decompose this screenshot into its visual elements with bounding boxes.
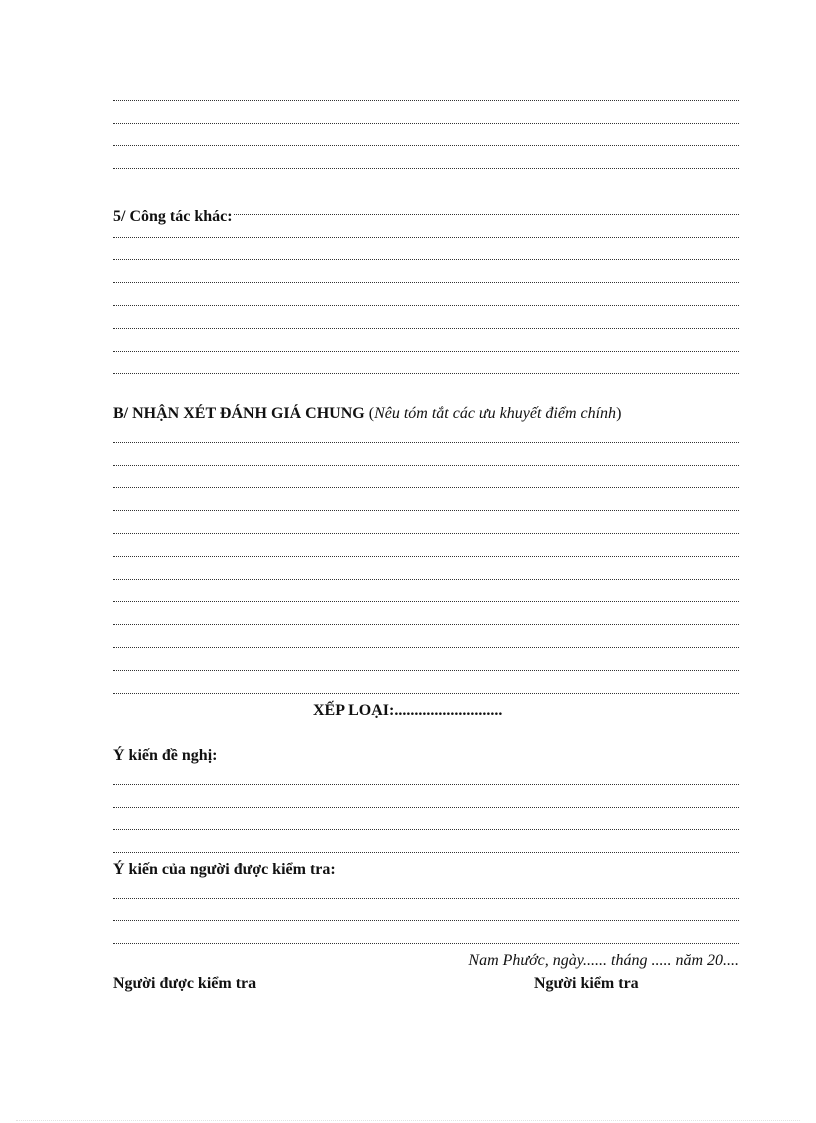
dotted-line	[113, 335, 739, 358]
dotted-line	[113, 631, 739, 654]
dotted-fill	[233, 198, 739, 221]
signature-left: Người được kiểm tra	[113, 975, 257, 993]
dotted-line	[113, 836, 739, 859]
dotted-line	[113, 768, 739, 791]
dotted-line	[113, 814, 739, 837]
dotted-line	[113, 426, 739, 449]
y-kien-nguoi-kt-label: Ý kiến của người được kiểm tra:	[113, 861, 336, 879]
dotted-line	[113, 677, 739, 700]
section-b-label: B/ NHẬN XÉT ĐÁNH GIÁ CHUNG	[113, 405, 365, 423]
dotted-line	[113, 905, 739, 928]
dotted-line	[113, 221, 739, 244]
dotted-line	[113, 266, 739, 289]
dotted-line	[113, 130, 739, 153]
date-line: Nam Phước, ngày...... tháng ..... năm 20....	[468, 952, 739, 970]
document-page	[113, 84, 739, 996]
dotted-line	[113, 517, 739, 540]
dotted-line	[113, 540, 739, 563]
y-kien-de-nghi-lines	[113, 768, 739, 859]
y-kien-nguoi-kt-lines	[113, 882, 739, 950]
paren-open: (	[364, 405, 375, 423]
dotted-line	[113, 654, 739, 677]
section-b-lines	[113, 426, 739, 700]
dotted-line	[113, 358, 739, 381]
paren-close: )	[616, 405, 622, 423]
dotted-line	[113, 563, 739, 586]
y-kien-de-nghi-label: Ý kiến đề nghị:	[113, 747, 218, 765]
section-5-label: 5/ Công tác khác:	[113, 207, 233, 225]
dotted-line	[113, 84, 739, 107]
page-edge	[16, 1120, 800, 1121]
dotted-line	[113, 449, 739, 472]
section-5-heading	[113, 198, 739, 225]
xep-loai: XẾP LOẠI:...........................	[313, 701, 503, 719]
dotted-line	[113, 152, 739, 175]
dotted-line	[113, 472, 739, 495]
section-b-heading	[113, 403, 739, 426]
dotted-line	[113, 107, 739, 130]
dotted-line	[113, 608, 739, 631]
dotted-line	[113, 244, 739, 267]
dotted-line	[113, 927, 739, 950]
dotted-line	[113, 312, 739, 335]
signature-right: Người kiểm tra	[534, 975, 639, 993]
dotted-line	[113, 791, 739, 814]
top-lines	[113, 84, 739, 175]
signature-row	[113, 973, 739, 996]
dotted-line	[113, 494, 739, 517]
section-5-lines	[113, 221, 739, 381]
dotted-line	[113, 289, 739, 312]
dotted-line	[113, 586, 739, 609]
dotted-line	[113, 882, 739, 905]
section-b-note: Nêu tóm tắt các ưu khuyết điểm chính	[374, 405, 617, 423]
